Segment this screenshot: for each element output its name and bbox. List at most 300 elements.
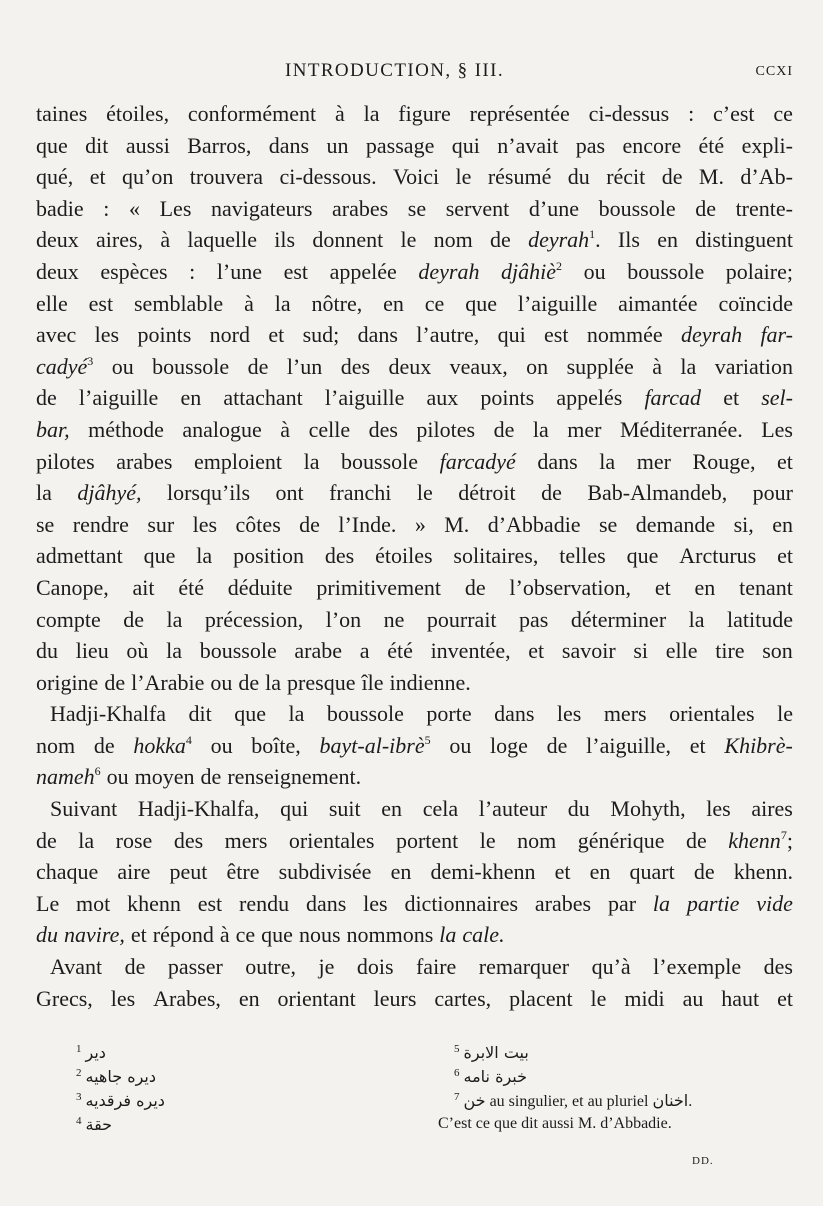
word: est — [283, 258, 309, 284]
text-line — [36, 509, 793, 541]
word: Barros, — [187, 132, 252, 158]
word: lorsqu’ils — [166, 480, 251, 506]
word: boussole — [326, 701, 404, 727]
word: la — [265, 669, 282, 695]
word: la — [196, 543, 213, 569]
word: de — [36, 827, 57, 853]
word: Arcturus — [679, 543, 757, 569]
word: position — [233, 543, 304, 569]
body-text — [36, 98, 793, 1014]
word: tenant — [739, 574, 793, 600]
word: » — [414, 511, 426, 537]
word: franchi — [329, 480, 392, 506]
text-line — [36, 856, 793, 888]
word: que — [261, 922, 293, 948]
text-line — [36, 256, 793, 288]
word: à — [335, 101, 345, 126]
text-line — [36, 730, 793, 762]
word: orientant — [277, 985, 356, 1011]
word: d’Ab- — [740, 164, 793, 190]
word: ou — [210, 669, 233, 695]
word: un — [326, 132, 349, 158]
word: avec — [36, 322, 77, 348]
word: Mohyth, — [610, 796, 686, 822]
text-line — [36, 319, 793, 351]
word: la — [439, 922, 457, 948]
word: aires — [751, 796, 793, 822]
word: vide — [756, 890, 793, 916]
word: est — [197, 890, 223, 916]
word: bayt-al-ibrè$^5$ — [319, 732, 431, 758]
word: à — [652, 353, 662, 379]
word: peut — [169, 859, 208, 885]
word: est — [88, 290, 114, 316]
word: farcad — [644, 385, 702, 411]
word: en — [694, 574, 716, 600]
word: se — [599, 511, 618, 537]
word: haut — [721, 985, 760, 1011]
word: résumé — [487, 164, 552, 190]
word: mer — [567, 416, 602, 442]
word: aimantée — [618, 290, 698, 316]
word: expli- — [741, 132, 793, 158]
footnote-2: $^2$ ديره جاهيه — [76, 1067, 156, 1086]
word: points — [480, 385, 535, 411]
word: portent — [395, 827, 459, 853]
text-line — [36, 161, 793, 193]
word: ou — [210, 732, 233, 758]
word: « — [129, 195, 140, 221]
word: la — [36, 480, 52, 506]
word: conformément — [187, 101, 317, 126]
word: les — [556, 701, 582, 727]
word: inventée, — [430, 638, 511, 664]
word: Hadji-Khalfa — [50, 701, 167, 727]
word: de — [546, 732, 568, 758]
word: taines — [36, 101, 88, 126]
word: où — [126, 638, 149, 664]
word: nommée — [586, 322, 663, 348]
word: deux — [36, 227, 79, 253]
word: du — [36, 922, 58, 948]
word: et — [689, 732, 706, 758]
text-line — [36, 98, 793, 130]
word: Voici — [393, 164, 440, 190]
word: aires, — [96, 227, 144, 253]
word: telles — [559, 543, 606, 569]
word: Suivant — [50, 796, 118, 822]
footnote-1: $^1$ دير — [76, 1043, 106, 1062]
word: être — [226, 859, 260, 885]
word: Arabes, — [153, 985, 221, 1011]
word: nom — [433, 227, 473, 253]
word: loge — [490, 732, 528, 758]
word: deux — [388, 353, 432, 379]
word: leurs — [373, 985, 417, 1011]
word: donnent — [312, 227, 384, 253]
word: si, — [733, 511, 754, 537]
word: que — [234, 701, 267, 727]
word: l’aiguille — [78, 385, 159, 411]
footnote-7-continued: C’est ce que dit aussi M. d’Abbadie. — [438, 1115, 672, 1132]
word: la — [166, 638, 182, 664]
word: midi — [624, 985, 665, 1011]
word: ce — [773, 101, 793, 126]
footnote-ref: 1 — [589, 227, 596, 242]
word: été — [698, 132, 725, 158]
word: qui — [451, 132, 480, 158]
word: pas — [519, 606, 549, 632]
word: ne — [383, 606, 405, 632]
word: de — [200, 764, 222, 790]
footnote-3: $^3$ ديره فرقديه — [76, 1091, 165, 1110]
word: de — [123, 606, 145, 632]
word: demi-khenn — [430, 859, 536, 885]
word: dois — [356, 954, 394, 980]
word: ce — [424, 290, 445, 316]
word: outre, — [245, 954, 296, 980]
word: variation — [714, 353, 793, 379]
text-line — [36, 604, 793, 636]
word: hokka$^4$ — [133, 732, 192, 758]
word: semblable — [134, 290, 224, 316]
word: boussole — [627, 258, 705, 284]
word: nom — [36, 732, 76, 758]
word: méthode — [88, 416, 164, 442]
word: admettant — [36, 543, 123, 569]
word: mers — [603, 701, 647, 727]
word: boussole — [598, 195, 676, 221]
word: que — [465, 290, 497, 316]
word: été — [178, 574, 204, 600]
footnote-4: $^4$ حقة — [76, 1115, 113, 1134]
word: si — [633, 638, 649, 664]
word: mot — [76, 890, 111, 916]
word: deyrah — [418, 258, 480, 284]
word: d’une — [528, 195, 579, 221]
word: trente- — [735, 195, 793, 221]
text-line — [36, 572, 793, 604]
word: de — [299, 511, 320, 537]
word: le — [590, 985, 607, 1011]
word: à — [160, 227, 171, 253]
word: far- — [760, 322, 793, 348]
word: boussole — [152, 353, 230, 379]
word: porte — [426, 701, 472, 727]
word: la — [688, 606, 705, 632]
word: Rouge, — [692, 448, 756, 474]
word: en — [383, 290, 404, 316]
text-line — [36, 382, 793, 414]
signature-mark: DD. — [692, 1155, 714, 1167]
word: emploient — [194, 448, 282, 474]
word: subdivisée — [278, 859, 372, 885]
word: et — [89, 164, 106, 190]
word: partie — [686, 890, 740, 916]
word: que — [143, 543, 176, 569]
word: pour — [752, 480, 793, 506]
word: origine — [36, 669, 99, 695]
word: aux — [426, 385, 459, 411]
word: dans — [305, 890, 347, 916]
word: c’est — [713, 101, 755, 126]
word: : — [688, 101, 695, 126]
word: et — [777, 543, 793, 569]
word: la — [166, 606, 183, 632]
word: attachant — [223, 385, 303, 411]
text-line — [36, 193, 793, 225]
word: Canope, — [36, 574, 109, 600]
word: nôtre, — [311, 290, 363, 316]
word: ils — [274, 227, 296, 253]
word: supplée — [566, 353, 634, 379]
word: sel- — [761, 385, 793, 411]
word: mers — [224, 827, 268, 853]
word: solitaires, — [453, 543, 539, 569]
word: Les — [159, 195, 192, 221]
word: primitivement — [316, 574, 442, 600]
word: le — [777, 701, 793, 727]
text-line — [36, 414, 793, 446]
word: deux — [36, 258, 79, 284]
word: en — [657, 227, 678, 253]
word: des — [340, 353, 371, 379]
word: à — [244, 290, 254, 316]
word: Ils — [617, 227, 640, 253]
word: veaux, — [449, 353, 508, 379]
word: dans — [357, 322, 398, 348]
word: détroit — [458, 480, 516, 506]
word: déduite — [227, 574, 293, 600]
word: ou — [106, 764, 129, 790]
word: boîte, — [251, 732, 301, 758]
footnote-ref: 3 — [87, 353, 94, 368]
word: je — [318, 954, 335, 980]
word: de — [36, 385, 57, 411]
footnote-7: $^7$ خن au singulier, et au pluriel اخنان. — [454, 1091, 693, 1110]
word: ce — [235, 922, 256, 948]
word: pilotes — [416, 416, 476, 442]
word: pas — [575, 132, 606, 158]
footnote-ref: 5 — [424, 732, 431, 747]
word: la — [288, 701, 305, 727]
word: celle — [308, 416, 351, 442]
text-line — [36, 446, 793, 478]
word: sur — [147, 511, 175, 537]
word: Avant — [50, 954, 103, 980]
word: demande — [635, 511, 716, 537]
word: en — [381, 796, 403, 822]
word: l’aiguille — [517, 290, 598, 316]
word: le — [479, 827, 496, 853]
word: été — [387, 638, 413, 664]
word: placent — [509, 985, 573, 1011]
word: nom — [517, 827, 557, 853]
footnotes — [0, 1043, 823, 1173]
word: analogue — [182, 416, 262, 442]
word: navigateurs — [210, 195, 313, 221]
word: ont — [275, 480, 304, 506]
footnote-ref: 2 — [556, 258, 563, 273]
word: qui — [280, 796, 309, 822]
word: les — [363, 890, 388, 916]
word: nous — [298, 922, 341, 948]
word: île — [361, 669, 384, 695]
word: sud; — [302, 322, 340, 348]
word: de — [493, 416, 515, 442]
word: arabe — [294, 638, 343, 664]
word: que — [626, 543, 659, 569]
word: renseignement. — [227, 764, 362, 790]
word: des — [763, 954, 793, 980]
word: khenn. — [733, 859, 793, 885]
word: de — [661, 164, 683, 190]
word: savoir — [561, 638, 616, 664]
word: servent — [445, 195, 510, 221]
word: tire — [715, 638, 745, 664]
word: deyrah — [680, 322, 743, 348]
word: cela — [422, 796, 459, 822]
word: ait — [132, 574, 155, 600]
word: n’avait — [497, 132, 559, 158]
word: chaque — [36, 859, 99, 885]
word: l’aiguille, — [586, 732, 672, 758]
word: de — [693, 859, 715, 885]
word: dans — [537, 448, 578, 474]
word: la — [78, 827, 95, 853]
word: l’Inde. — [338, 511, 397, 537]
word: arabes — [332, 195, 389, 221]
word: rendu — [239, 890, 290, 916]
text-line — [36, 951, 793, 983]
word: polaire; — [725, 258, 793, 284]
word: rendre — [72, 511, 129, 537]
word: l’un — [286, 353, 323, 379]
word: répond — [152, 922, 214, 948]
word: M. — [444, 511, 470, 537]
word: Grecs, — [36, 985, 93, 1011]
word: quart — [629, 859, 675, 885]
word: distinguent — [695, 227, 793, 253]
text-line — [36, 667, 793, 699]
word: se — [407, 195, 427, 221]
footnote-ref: 4 — [185, 732, 192, 747]
word: lieu — [75, 638, 109, 664]
word: se — [36, 511, 55, 537]
word: la — [303, 448, 320, 474]
word: compte — [36, 606, 101, 632]
word: de — [238, 669, 260, 695]
text-line — [36, 761, 793, 793]
word: le — [400, 227, 417, 253]
word: dans — [494, 701, 535, 727]
word: aire — [117, 859, 151, 885]
word: en — [238, 985, 260, 1011]
footnote-5: $^5$ بيت الابرة — [454, 1043, 529, 1062]
word: du — [567, 796, 590, 822]
word: en — [180, 385, 202, 411]
word: : — [103, 195, 110, 221]
word: l’autre, — [416, 322, 480, 348]
word: farcadyé — [439, 448, 516, 474]
word: djâhiè$^2$ — [501, 258, 563, 284]
word: et — [777, 448, 793, 474]
word: de — [541, 480, 562, 506]
word: a — [359, 638, 370, 664]
word: navire, — [64, 922, 125, 948]
word: d’Abbadie — [487, 511, 581, 537]
word: son — [762, 638, 793, 664]
text-line — [36, 698, 793, 730]
word: boussole — [341, 448, 419, 474]
word: au — [682, 985, 704, 1011]
word: du — [36, 638, 58, 664]
word: les — [94, 322, 120, 348]
word: le — [416, 480, 433, 506]
word: les — [706, 796, 731, 822]
text-line — [36, 919, 793, 951]
word: de — [686, 827, 707, 853]
running-head — [0, 58, 823, 88]
word: pourrait — [426, 606, 497, 632]
word: khenn — [127, 890, 181, 916]
word: et — [554, 859, 571, 885]
word: faire — [415, 954, 457, 980]
word: remarquer — [478, 954, 570, 980]
word: de — [93, 732, 115, 758]
word: orientales — [288, 827, 375, 853]
page-number: CCXI — [755, 64, 793, 79]
word: l’observation, — [509, 574, 632, 600]
word: cale. — [462, 922, 505, 948]
text-line — [36, 477, 793, 509]
word: Le — [36, 890, 60, 916]
word: la — [363, 101, 380, 126]
word: ou — [449, 732, 472, 758]
word: : — [189, 258, 196, 284]
word: appelée — [329, 258, 397, 284]
word: générique — [577, 827, 665, 853]
word: nord — [209, 322, 250, 348]
word: par — [607, 890, 637, 916]
word: figure — [398, 101, 451, 126]
word: de — [124, 954, 146, 980]
word: de — [247, 353, 269, 379]
word: que — [36, 132, 68, 158]
word: khenn$^7$; — [728, 827, 793, 853]
word: à — [219, 922, 230, 948]
text-line — [36, 825, 793, 857]
word: et — [654, 574, 671, 600]
text-line — [36, 351, 793, 383]
word: deyrah$^1$. — [528, 227, 601, 253]
word: moyen — [134, 764, 195, 790]
word: côtes — [235, 511, 281, 537]
word: latitude — [727, 606, 793, 632]
word: orientales — [669, 701, 755, 727]
word: des — [368, 416, 398, 442]
footnote-ref: 6 — [94, 764, 101, 779]
word: presque — [287, 669, 356, 695]
word: l’on — [325, 606, 362, 632]
text-line — [36, 540, 793, 572]
word: dit — [188, 701, 212, 727]
word: les — [192, 511, 218, 537]
word: bar, — [36, 416, 70, 442]
word: badie — [36, 195, 84, 221]
word: précession, — [204, 606, 304, 632]
word: M. — [698, 164, 724, 190]
